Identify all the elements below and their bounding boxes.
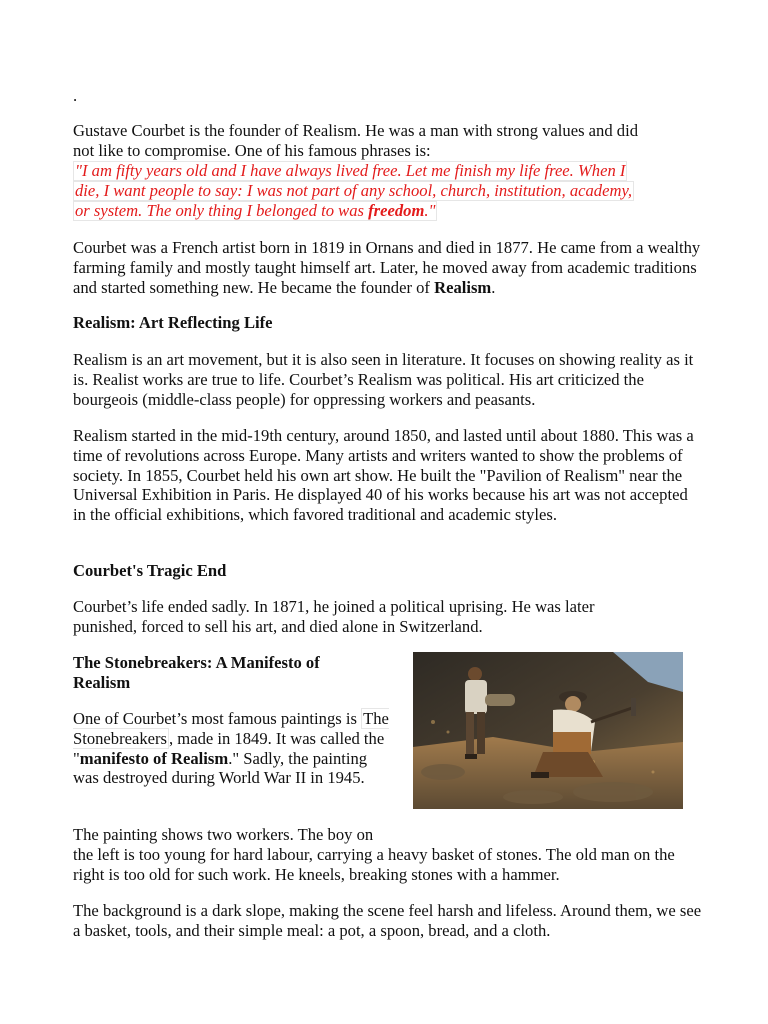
stonebreakers-paragraph-3: The background is a dark slope, making the scene feel harsh and lifeless. Around them, we see a basket, tools, and their simple meal: a pot, a spoon, bread, and a cloth. (73, 901, 702, 940)
paragraph-2-first-line: The painting shows two workers. The boy on (73, 825, 374, 844)
quote-line-3-text: or system. The only thing I belonged to was (75, 201, 369, 220)
quote-line-1: "I am fifty years old and I have always lived free. Let me finish my life free. When I (75, 161, 626, 180)
intro-line-1: Gustave Courbet is the founder of Realism. He was a man with strong values and did (73, 121, 638, 140)
bio-paragraph (73, 238, 703, 297)
paragraph-2-rest: the left is too young for hard labour, carrying a heavy basket of stones. The old man on the right is too old for such work. He kneels, breaking stones with a hammer. (73, 844, 675, 884)
tragic-end-paragraph: Courbet’s life ended sadly. In 1871, he joined a political uprising. He was later punished, forced to sell his art, and died alone in Switzerland. (73, 597, 595, 636)
quote-line-2: die, I want people to say: I was not part of any school, church, institution, academy, (75, 181, 633, 200)
heading-tragic-end: Courbet's Tragic End (73, 561, 227, 580)
stonebreakers-link[interactable]: The Stonebreakers (73, 709, 389, 748)
heading-stonebreakers: The Stonebreakers: A Manifesto of Realism (73, 653, 320, 692)
realism-paragraph-2: Realism started in the mid-19th century, around 1850, and lasted until about 1880. This was a time of revolutions across Europe. Many artists and writers wanted to show the problems of society. In 1855, Courbet held his own art show. He built the "Pavilion of Realism" near the Universal Exhibition in Paris. He displayed 40 of his works because his art was not accepted in the official exhibitions, which favored traditional and academic styles. (73, 426, 694, 525)
stonebreakers-text-b: , made in 1849. It was called the " (73, 728, 385, 768)
quote-freedom-word: freedom (368, 201, 425, 220)
bio-text: Courbet was a French artist born in 1819 in Ornans and died in 1877. He came from a wealthy farming family and mostly taught himself art. Later, he moved away from academic traditions and started something new. He became the founder of (73, 238, 701, 297)
stonebreakers-text-c: ." Sadly, the painting was destroyed during World War II in 1945. (73, 748, 368, 788)
bio-end: . (491, 277, 496, 297)
quote-line-3 (73, 201, 437, 221)
stonebreakers-text-a: One of Courbet’s most famous paintings is (73, 709, 362, 728)
quote-line-3-end: ." (424, 201, 436, 220)
intro-line-2: not like to compromise. One of his famous phrases is: (73, 140, 431, 160)
bio-realism-word: Realism (434, 277, 492, 297)
manifesto-bold: manifesto of Realism (79, 748, 229, 768)
stonebreakers-painting (413, 652, 683, 809)
stonebreakers-paragraph-2 (73, 825, 703, 884)
stonebreakers-painting-illustration (413, 652, 683, 809)
realism-paragraph-1: Realism is an art movement, but it is also seen in literature. It focuses on showing reality as it is. Realist works are true to life. Courbet’s Realism was political. His art criticized the bourgeois (middle-class people) for oppressing workers and peasants. (73, 350, 694, 409)
heading-realism-art: Realism: Art Reflecting Life (73, 313, 273, 332)
stonebreakers-paragraph-1 (73, 709, 393, 788)
intro-paragraph (73, 121, 638, 161)
stray-dot: . (73, 86, 78, 105)
